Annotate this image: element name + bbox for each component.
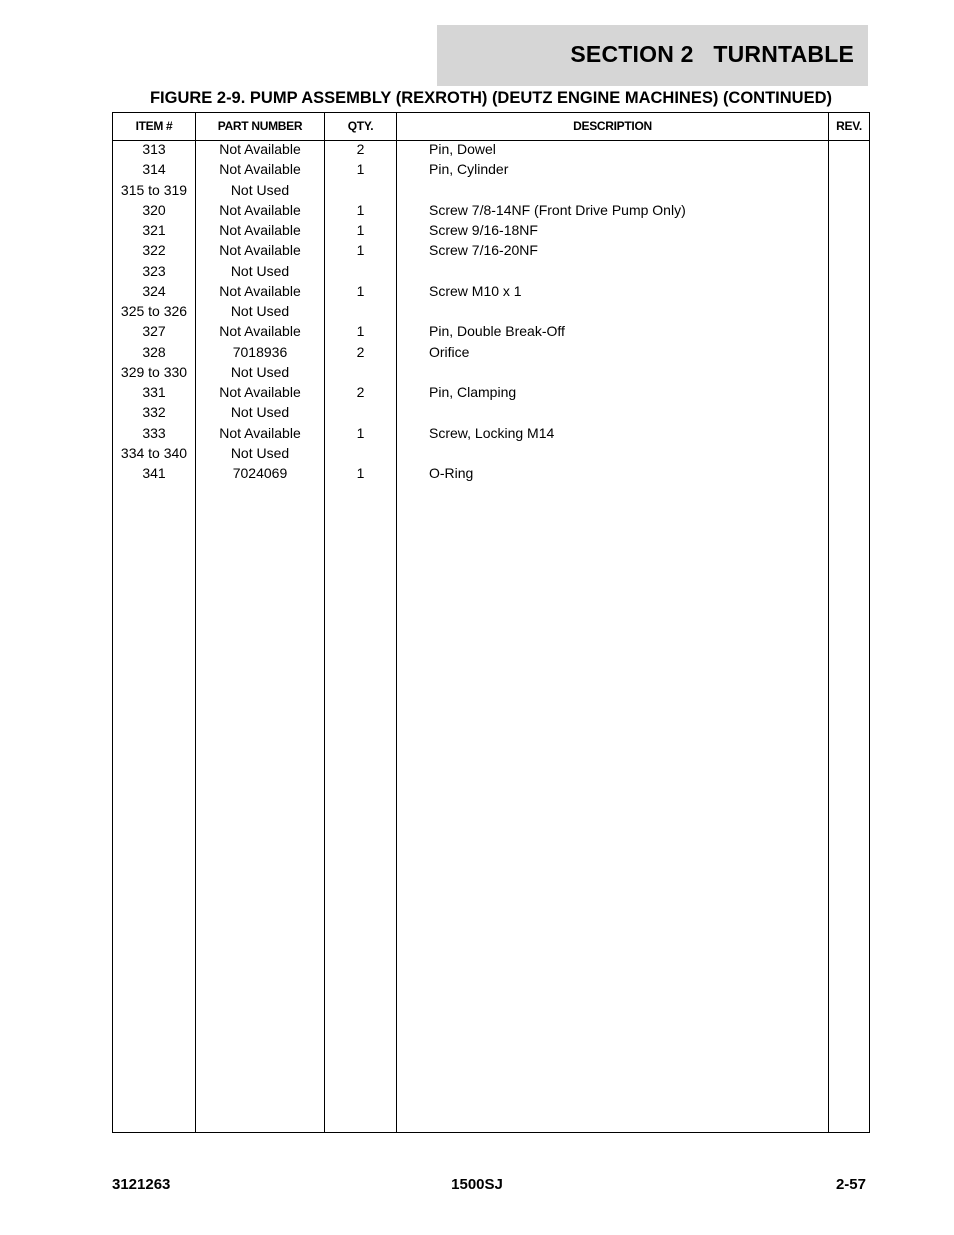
table-row	[113, 161, 869, 181]
col-header-description: DESCRIPTION	[573, 119, 652, 133]
cell-item: 320	[142, 201, 166, 218]
cell-qty: 2	[356, 343, 365, 360]
col-header-rev: REV.	[836, 119, 862, 133]
col-header-part-number: PART NUMBER	[217, 119, 303, 133]
cell-qty: 1	[356, 282, 365, 299]
table-row	[113, 445, 869, 465]
table-row	[113, 222, 869, 242]
cell-part-number: Not Used	[230, 181, 290, 198]
cell-item: 327	[142, 323, 166, 340]
section-header-box	[437, 25, 868, 86]
cell-item: 314	[142, 161, 166, 178]
cell-part-number: Not Available	[219, 222, 301, 238]
cell-part-number: Not Available	[219, 323, 301, 340]
cell-qty: 1	[356, 323, 365, 340]
cell-qty: 1	[356, 201, 365, 218]
cell-description: Pin, Double Break-Off	[429, 323, 565, 340]
cell-description: O-Ring	[429, 465, 474, 481]
cell-item: 315 to 319	[120, 181, 188, 198]
section-title: SECTION 2 TURNTABLE	[570, 41, 854, 67]
cell-qty: 1	[356, 242, 365, 259]
col-header-item: ITEM #	[135, 119, 173, 133]
cell-part-number: 7018936	[232, 343, 288, 360]
parts-table	[112, 112, 870, 1133]
cell-qty: 2	[356, 384, 365, 400]
table-row	[113, 303, 869, 323]
cell-description: Screw 9/16-18NF	[429, 222, 538, 238]
table-row	[113, 425, 869, 445]
cell-description: Screw M10 x 1	[429, 282, 522, 299]
cell-part-number: Not Available	[219, 282, 301, 299]
cell-part-number: Not Available	[219, 424, 301, 441]
cell-item: 329 to 330	[120, 363, 188, 380]
cell-qty: 2	[356, 141, 365, 157]
table-row	[113, 364, 869, 384]
cell-description: Pin, Dowel	[429, 141, 496, 157]
cell-item: 332	[142, 404, 166, 421]
cell-part-number: Not Available	[219, 201, 301, 218]
cell-item: 323	[142, 262, 166, 279]
cell-part-number: Not Available	[219, 242, 301, 259]
table-body	[113, 141, 869, 485]
cell-qty: 1	[356, 161, 365, 178]
table-row	[113, 202, 869, 222]
cell-qty: 1	[356, 465, 365, 481]
cell-item: 321	[142, 222, 166, 238]
cell-item: 313	[142, 141, 166, 157]
col-header-qty: QTY.	[347, 119, 374, 133]
cell-part-number: 7024069	[232, 465, 288, 481]
table-row	[113, 141, 869, 161]
cell-item: 325 to 326	[120, 303, 188, 319]
cell-qty: 1	[356, 222, 365, 238]
table-row	[113, 242, 869, 262]
cell-description: Screw 7/8-14NF (Front Drive Pump Only)	[429, 201, 686, 218]
cell-item: 328	[142, 343, 166, 360]
cell-part-number: Not Available	[219, 141, 301, 157]
cell-part-number: Not Used	[230, 363, 290, 380]
cell-part-number: Not Used	[230, 262, 290, 279]
figure-title: FIGURE 2-9. PUMP ASSEMBLY (REXROTH) (DEUTZ ENGINE MACHINES) (CONTINUED)	[149, 89, 833, 107]
cell-description: Orifice	[429, 343, 470, 360]
table-row	[113, 465, 869, 485]
cell-description: Pin, Cylinder	[429, 161, 509, 178]
footer-doc-number: 3121263	[112, 1176, 171, 1193]
cell-part-number: Not Used	[230, 303, 290, 319]
cell-item: 322	[142, 242, 166, 259]
cell-part-number: Not Available	[219, 161, 301, 178]
cell-description: Screw 7/16-20NF	[429, 242, 538, 259]
cell-description: Pin, Clamping	[429, 384, 517, 400]
cell-item: 333	[142, 424, 166, 441]
table-row	[113, 283, 869, 303]
table-row	[113, 182, 869, 202]
cell-item: 324	[142, 282, 166, 299]
table-row	[113, 404, 869, 424]
table-row	[113, 263, 869, 283]
table-row	[113, 323, 869, 343]
cell-part-number: Not Available	[219, 384, 301, 400]
table-row	[113, 344, 869, 364]
footer-model: 1500SJ	[451, 1176, 503, 1193]
cell-item: 331	[142, 384, 166, 400]
table-row	[113, 384, 869, 404]
footer-page-number: 2-57	[835, 1176, 866, 1193]
cell-part-number: Not Used	[230, 404, 290, 421]
cell-part-number: Not Used	[230, 444, 290, 461]
cell-description: Screw, Locking M14	[429, 424, 555, 441]
cell-item: 334 to 340	[120, 444, 188, 461]
cell-qty: 1	[356, 424, 365, 441]
cell-item: 341	[142, 465, 166, 481]
